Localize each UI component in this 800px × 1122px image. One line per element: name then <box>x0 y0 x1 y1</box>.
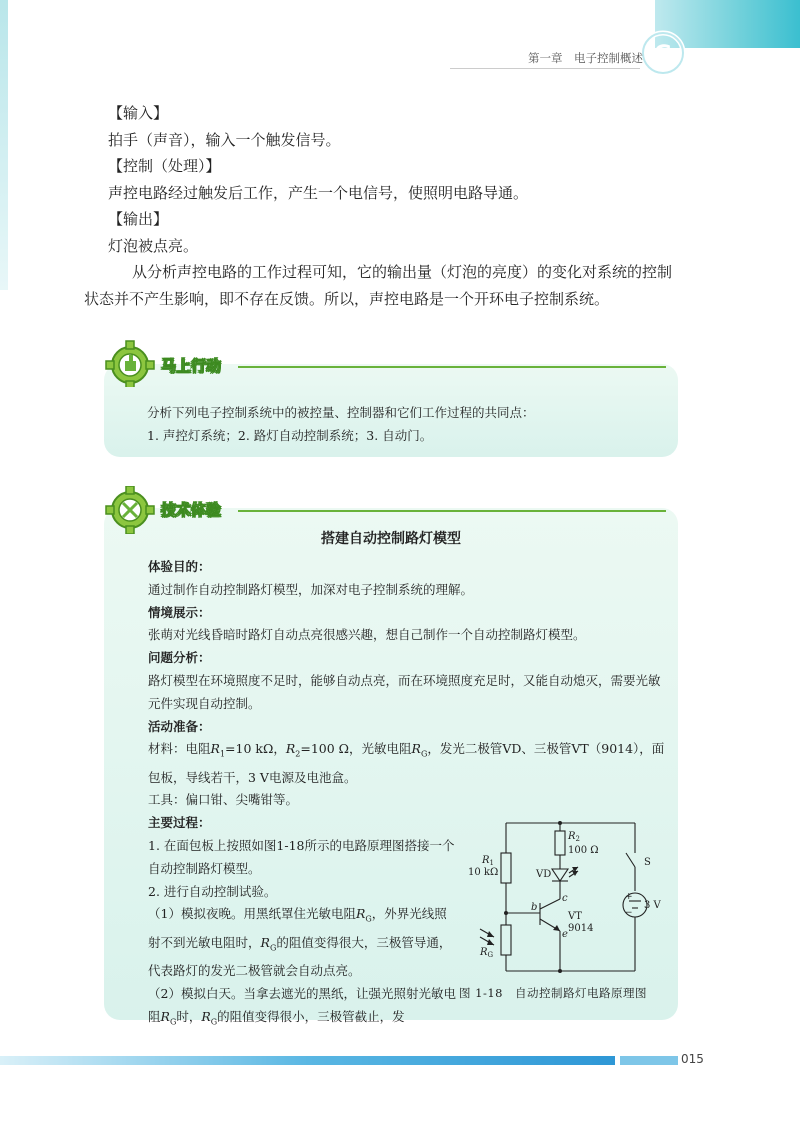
step2a-text: （1）模拟夜晚。用黑纸罩住光敏电阻$R_G$，外界光线照射不到光敏电阻时，$R_G$的阻值变得很大，三极管导通，代表路灯的发光二极管就会自动点亮。 <box>148 906 452 979</box>
heading-scene: 情境展示： <box>148 604 211 620</box>
svg-text:c: c <box>562 893 568 904</box>
act-now-line: 分析下列电子控制系统中的被控量、控制器和它们工作过程的共同点： <box>147 405 535 420</box>
svg-text:RG: $R_G$ <box>480 947 494 959</box>
svg-text:10 kΩ: 10 kΩ <box>468 867 499 878</box>
activity-title: 搭建自动控制路灯模型 <box>321 531 461 547</box>
svg-text:G: G <box>653 42 673 67</box>
section-label-input: 【输入】 <box>108 104 169 122</box>
text-line: 灯泡被点亮。 <box>108 236 199 255</box>
left-decor-bar <box>0 0 8 290</box>
circuit-diagram <box>458 813 668 983</box>
materials-text: 材料：电阻$R_1=10$ kΩ，$R_2=100$ Ω，光敏电阻$R_G$，发光二极管VD、三极管VT（9014），面包板，导线若干，3 V电源及电池盒。 <box>148 741 665 785</box>
rg-resistor <box>501 925 511 955</box>
page-number: 015 <box>681 1052 704 1066</box>
badge-rule <box>238 510 666 512</box>
svg-text:9014: 9014 <box>568 923 594 934</box>
act-now-title: 马上行动 <box>161 357 222 375</box>
text-line: 拍手（声音），输入一个触发信号。 <box>108 130 341 149</box>
scene-text: 张萌对光线昏暗时路灯自动点亮很感兴趣，想自己制作一个自动控制路灯模型。 <box>148 627 586 643</box>
section-label-control: 【控制（处理）】 <box>108 157 221 175</box>
svg-text:+: + <box>625 892 633 902</box>
svg-text:b: b <box>531 902 538 913</box>
svg-text:3 V: 3 V <box>644 900 661 911</box>
chapter-logo-icon <box>640 30 686 76</box>
heading-prep: 活动准备： <box>148 718 211 734</box>
footer-bar-end <box>620 1056 678 1065</box>
tools-text: 工具：偏口钳、尖嘴钳等。 <box>148 792 299 808</box>
r1-resistor <box>501 853 511 883</box>
footer-bar <box>0 1056 615 1065</box>
heading-purpose: 体验目的： <box>148 559 211 574</box>
badge-rule <box>238 366 666 368</box>
problem-text: 路灯模型在环境照度不足时，能够自动点亮，而在环境照度充足时，又能自动熄灭，需要光敏元件实现自动控制。 <box>148 672 661 711</box>
svg-text:100 Ω: 100 Ω <box>568 845 599 856</box>
r2-resistor <box>555 831 565 855</box>
section-label-output: 【输出】 <box>108 210 169 228</box>
act-now-line: 1. 声控灯系统；2. 路灯自动控制系统；3. 自动门。 <box>147 428 433 443</box>
text-line: 声控电路经过触发后工作，产生一个电信号，使照明电路导通。 <box>108 183 529 202</box>
heading-process: 主要过程： <box>148 815 211 831</box>
step2-text: 2. 进行自动控制试验。 <box>148 883 277 899</box>
chapter-rule <box>450 68 640 69</box>
svg-text:VD: VD <box>536 869 552 880</box>
svg-text:e: e <box>562 929 568 940</box>
svg-text:R2: $R_2$ <box>568 831 580 843</box>
purpose-text: 通过制作自动控制路灯模型，加深对电子控制系统的理解。 <box>148 581 474 597</box>
body-text <box>84 100 683 312</box>
svg-text:R1: $R_1$ <box>482 855 494 867</box>
svg-text:S: S <box>644 857 651 868</box>
act-now-text <box>147 401 667 447</box>
tech-experience-title: 技术体验 <box>161 501 222 519</box>
step1-text: 1. 在面包板上按照如图1-18所示的电路原理图搭接一个自动控制路灯模型。 <box>148 838 455 876</box>
step2b-text: （2）模拟白天。当拿去遮光的黑纸，让强光照射光敏电阻$R_G$时，$R_G$的阻值变得很小，三极管截止，发 <box>148 985 456 1027</box>
figure-caption: 图 1-18 自动控制路灯电路原理图 <box>459 986 647 1000</box>
svg-text:VT: VT <box>568 911 582 922</box>
svg-text:−: − <box>625 908 633 918</box>
analysis-paragraph: 从分析声控电路的工作过程可知，它的输出量（灯泡的亮度）的变化对系统的控制状态并不产生影响，即不存在反馈。所以，声控电路是一个开环电子控制系统。 <box>84 263 673 308</box>
heading-problem: 问题分析： <box>148 650 211 666</box>
chapter-title: 第一章 电子控制概述 <box>528 51 643 65</box>
